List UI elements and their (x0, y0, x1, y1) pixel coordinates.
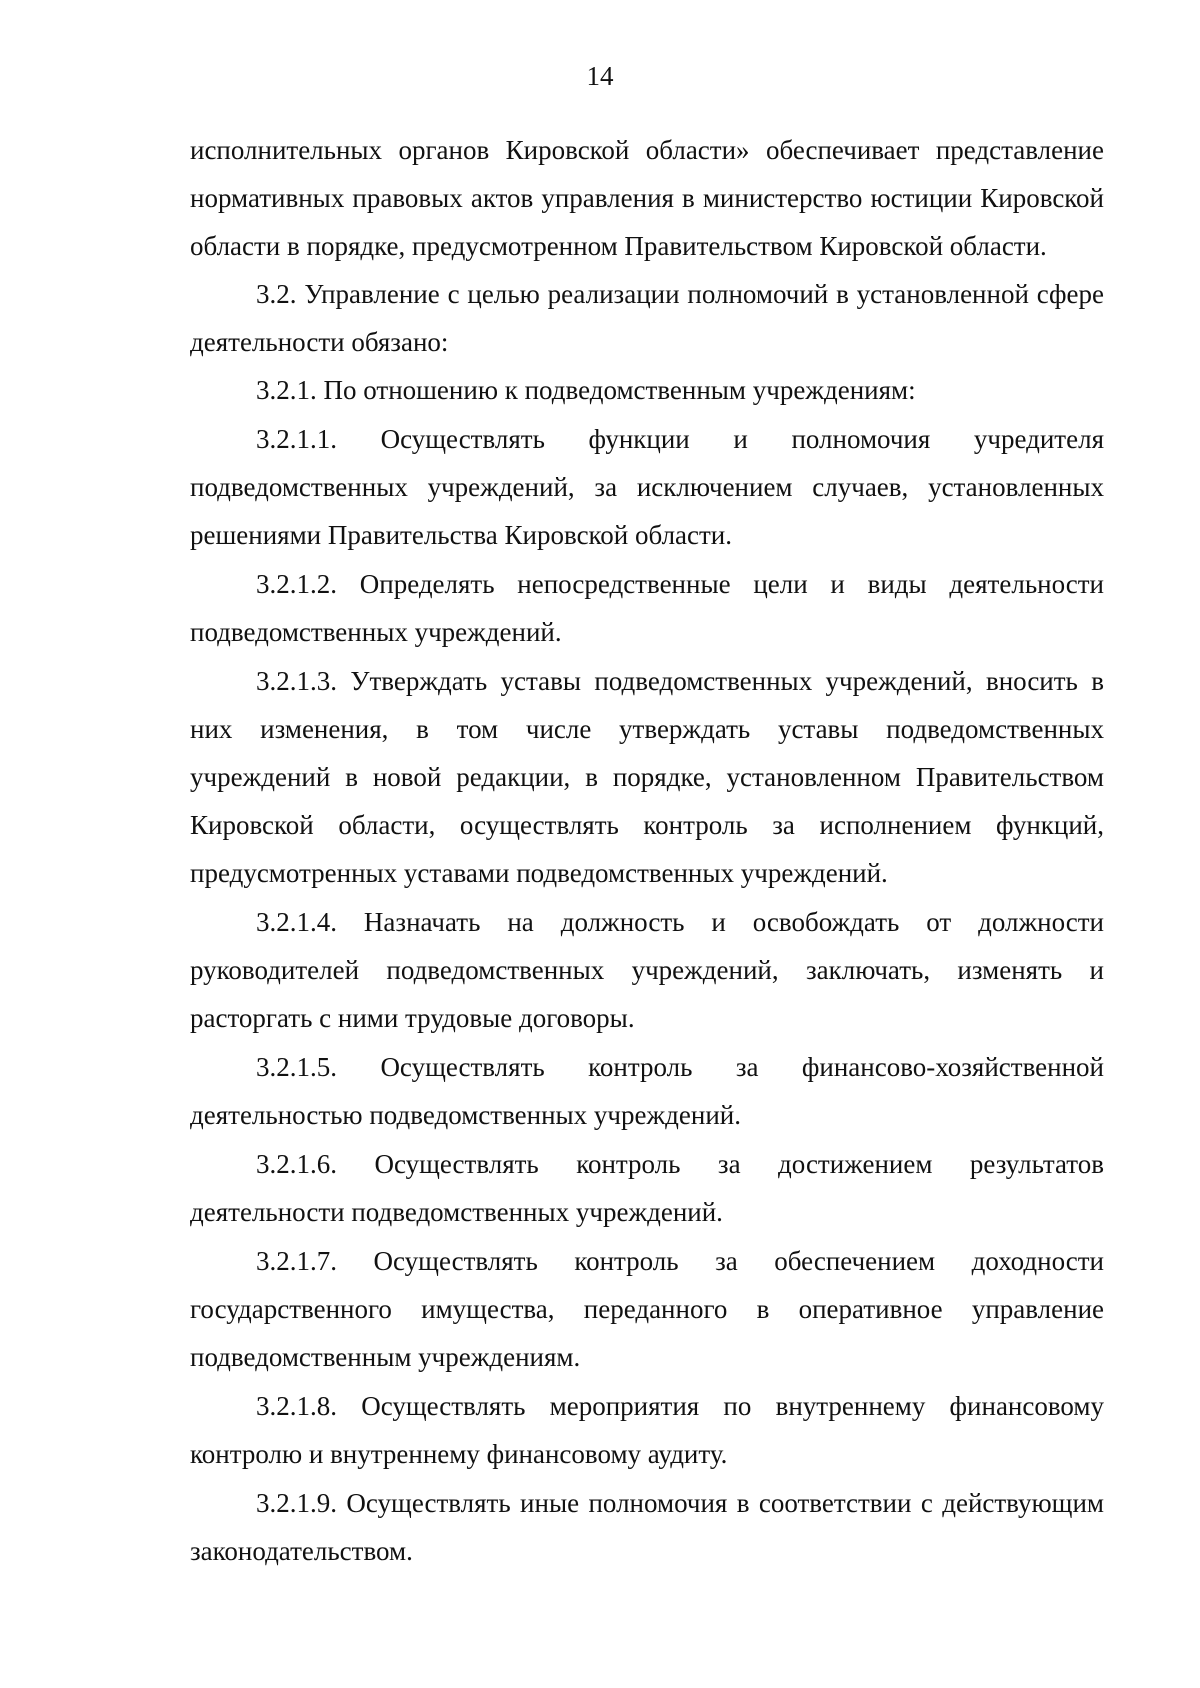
paragraph-3-2-1-3: 3.2.1.3. Утверждать уставы подведомственных учреждений, вносить в них изменения, в том числе утверждать уставы подведомственных учреждений в новой редакции, в порядке, установленном Правительством Кировской области, осуществлять контроль за исполнением функций, предусмотренных уставами подведомственных учреждений. (190, 666, 1104, 888)
page-number: 14 (586, 61, 614, 91)
paragraph-3-2-1-4: 3.2.1.4. Назначать на должность и освобождать от должности руководителей подведомственных учреждений, заключать, изменять и расторгать с ними трудовые договоры. (190, 907, 1104, 1033)
document-body (190, 126, 1104, 1575)
paragraph-3-2-1-5: 3.2.1.5. Осуществлять контроль за финансово-хозяйственной деятельностью подведомственных учреждений. (190, 1052, 1104, 1130)
paragraph-3-2-1-7: 3.2.1.7. Осуществлять контроль за обеспечением доходности государственного имущества, переданного в оперативное управление подведомственным учреждениям. (190, 1246, 1104, 1372)
paragraph-3-2-1-2: 3.2.1.2. Определять непосредственные цели и виды деятельности подведомственных учреждений. (190, 569, 1104, 647)
paragraph-3-2-1-9: 3.2.1.9. Осуществлять иные полномочия в соответствии с действующим законодательством. (190, 1488, 1104, 1566)
paragraph-3-2-1-8: 3.2.1.8. Осуществлять мероприятия по внутреннему финансовому контролю и внутреннему финансовому аудиту. (190, 1391, 1104, 1469)
paragraph-3-2-1-1: 3.2.1.1. Осуществлять функции и полномочия учредителя подведомственных учреждений, за исключением случаев, установленных решениями Правительства Кировской области. (190, 424, 1104, 550)
paragraph-3-2-1: 3.2.1. По отношению к подведомственным учреждениям: (256, 375, 916, 405)
paragraph-3-2: 3.2. Управление с целью реализации полномочий в установленной сфере деятельности обязано: (190, 279, 1104, 357)
paragraph-continuation: исполнительных органов Кировской области» обеспечивает представление нормативных правовых актов управления в министерство юстиции Кировской области в порядке, предусмотренном Правительством Кировской области. (190, 135, 1104, 261)
paragraph-3-2-1-6: 3.2.1.6. Осуществлять контроль за достижением результатов деятельности подведомственных учреждений. (190, 1149, 1104, 1227)
